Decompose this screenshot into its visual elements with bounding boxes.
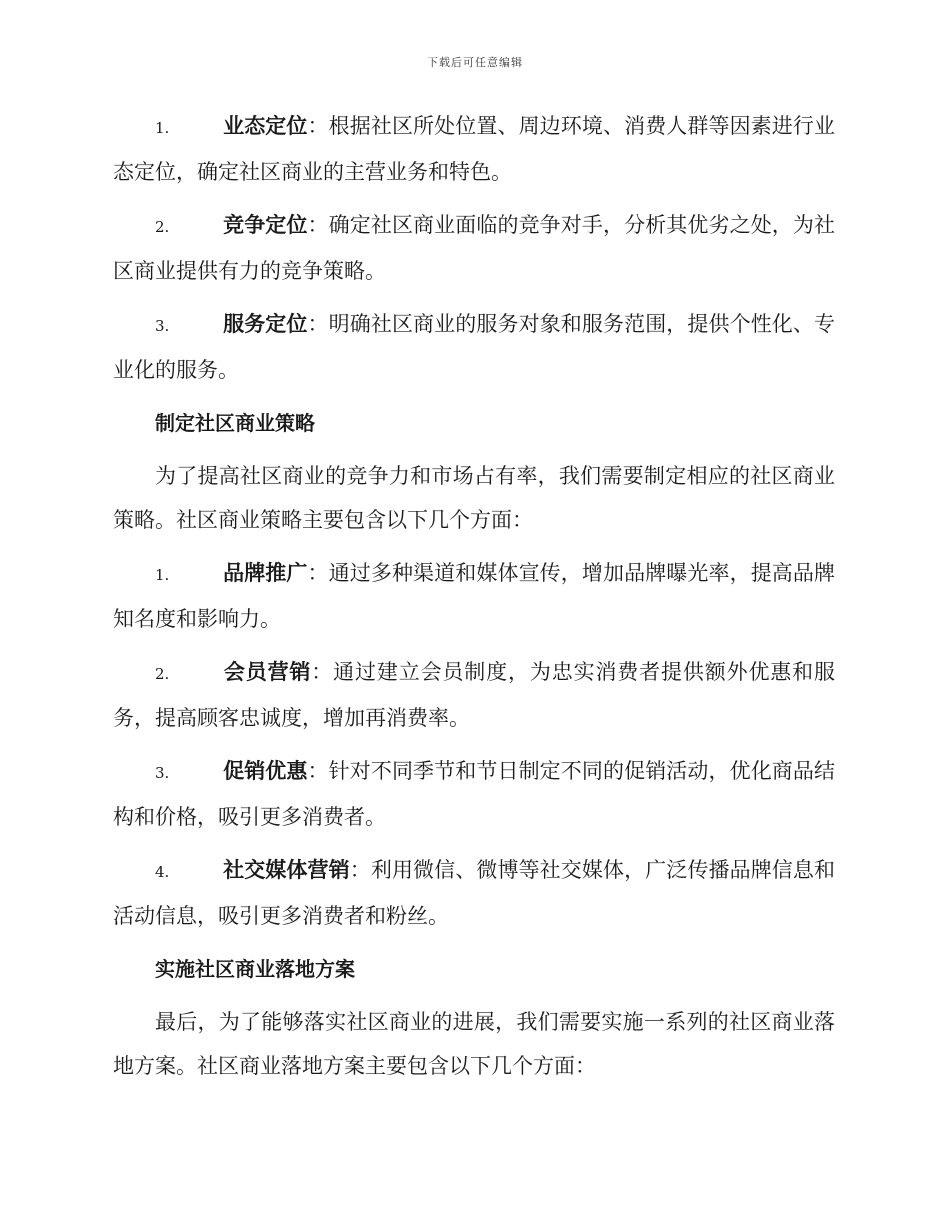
section-intro-strategy: 为了提高社区商业的竞争力和市场占有率，我们需要制定相应的社区商业策略。社区商业策略主要包含以下几个方面： — [113, 464, 835, 532]
list-text: 针对不同季节和节日制定不同的促销活动，优化商品结构和价格，吸引更多消费者。 — [113, 759, 836, 829]
list-number: 4. — [155, 863, 170, 881]
list-separator: ： — [307, 759, 329, 783]
list-text: 通过多种渠道和媒体宣传，增加品牌曝光率，提高品牌知名度和影响力。 — [113, 561, 836, 631]
list-text: 根据社区所处位置、周边环境、消费人群等因素进行业态定位，确定社区商业的主营业务和特色。 — [113, 114, 836, 184]
list-separator: ： — [307, 114, 329, 138]
list-separator: ： — [307, 213, 329, 237]
list-term: 品牌推广 — [223, 561, 308, 585]
list-text: 利用微信、微博等社交媒体，广泛传播品牌信息和活动信息，吸引更多消费者和粉丝。 — [113, 858, 836, 928]
list-number: 2. — [155, 218, 170, 236]
list-separator: ： — [307, 561, 329, 585]
list-term: 竞争定位 — [223, 213, 308, 237]
list-term: 促销优惠 — [223, 759, 308, 783]
list-item-brand-promotion — [113, 551, 835, 641]
list-separator: ： — [307, 312, 329, 336]
section-intro-implementation: 最后，为了能够落实社区商业的进展，我们需要实施一系列的社区商业落地方案。社区商业落地方案主要包含以下几个方面： — [113, 1010, 835, 1078]
list-item-member-marketing — [113, 650, 835, 740]
list-term: 会员营销 — [223, 660, 312, 684]
list-number: 1. — [155, 566, 170, 584]
list-term: 服务定位 — [223, 312, 308, 336]
list-number: 2. — [155, 665, 170, 683]
page-header: 下载后可任意编辑 — [427, 56, 523, 69]
list-text: 通过建立会员制度，为忠实消费者提供额外优惠和服务，提高顾客忠诚度，增加再消费率。 — [113, 660, 836, 730]
document-body — [113, 104, 835, 1097]
list-item-business-positioning — [113, 104, 835, 194]
section-heading-implementation: 实施社区商业落地方案 — [155, 957, 355, 981]
list-term: 社交媒体营销 — [223, 858, 350, 882]
list-separator: ： — [311, 660, 334, 684]
list-item-service-positioning — [113, 302, 835, 392]
list-number: 3. — [155, 764, 170, 782]
list-item-promotions — [113, 749, 835, 839]
list-term: 业态定位 — [223, 114, 308, 138]
section-heading-strategy: 制定社区商业策略 — [155, 411, 315, 435]
list-item-social-media — [113, 848, 835, 938]
list-text: 确定社区商业面临的竞争对手，分析其优劣之处，为社区商业提供有力的竞争策略。 — [113, 213, 836, 283]
list-separator: ： — [349, 858, 371, 882]
list-number: 3. — [155, 317, 170, 335]
list-number: 1. — [155, 119, 170, 137]
list-text: 明确社区商业的服务对象和服务范围，提供个性化、专业化的服务。 — [113, 312, 836, 382]
list-item-competition-positioning — [113, 203, 835, 293]
